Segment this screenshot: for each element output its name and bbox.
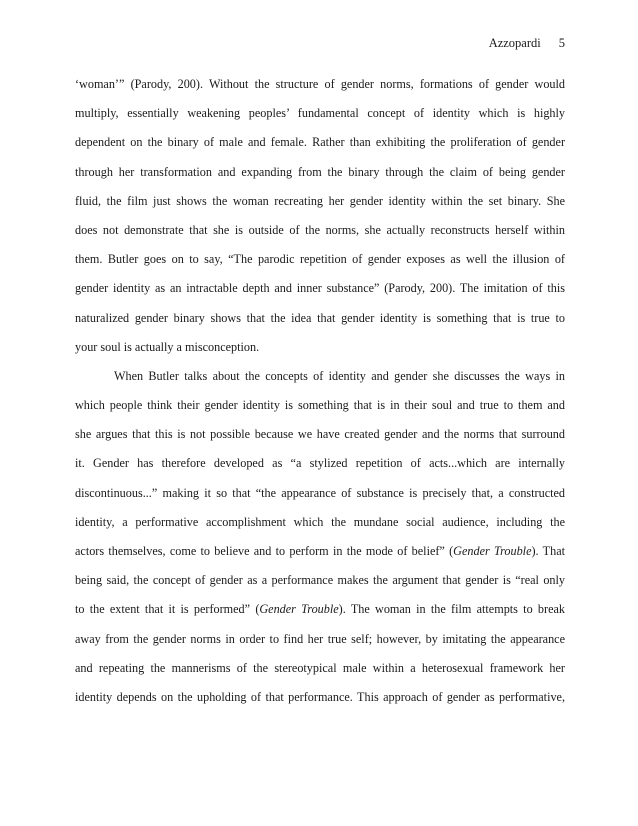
text-run: ). That (531, 544, 565, 558)
text-run: naturalized gender binary shows that the idea that gender identity is something that is true to (75, 310, 565, 325)
text-run: being said, the concept of gender as a performance makes the argument that gender is “real only (75, 573, 565, 588)
text-line (75, 99, 565, 128)
text-line (75, 683, 565, 712)
text-run: multiply, essentially weakening peoples’ fundamental concept of identity which is highly (75, 106, 565, 121)
text-run: and repeating the mannerisms of the stereotypical male within a heterosexual framework her (75, 660, 565, 675)
text-run: through her transformation and expanding from the binary through the claim of being gender (75, 164, 565, 179)
text-line (75, 449, 565, 478)
text-run: which people think their gender identity is something that is in their soul and true to them and (75, 398, 565, 413)
text-line (75, 566, 565, 595)
text-line (75, 216, 565, 245)
text-run: identity, a performative accomplishment which the mundane social audience, including the (75, 514, 565, 529)
text-line (75, 420, 565, 449)
text-line (75, 70, 565, 99)
text-line (75, 245, 565, 274)
text-line (75, 537, 565, 566)
text-line (75, 479, 565, 508)
text-line (75, 595, 565, 624)
text-line (75, 391, 565, 420)
body-text (75, 70, 565, 712)
text-line (75, 158, 565, 187)
italic-title: Gender Trouble (259, 602, 339, 617)
text-run: When Butler talks about the concepts of identity and gender she discusses the ways in (114, 368, 565, 383)
text-run: discontinuous...” making it so that “the appearance of substance is precisely that, a constructed (75, 485, 565, 500)
text-run: fluid, the film just shows the woman recreating her gender identity within the set binary. She (75, 193, 565, 208)
text-line (75, 304, 565, 333)
running-header (489, 36, 565, 51)
text-run: does not demonstrate that she is outside of the norms, she actually reconstructs herself within (75, 222, 565, 237)
text-line (75, 128, 565, 157)
text-line (75, 274, 565, 303)
text-run: your soul is actually a misconception. (75, 339, 260, 354)
text-line (75, 187, 565, 216)
text-line (75, 508, 565, 537)
text-run: actors themselves, come to believe and to perform in the mode of belief” ( (75, 544, 454, 558)
text-run: them. Butler goes on to say, “The parodic repetition of gender exposes as well the illusion of (75, 252, 565, 267)
header-author: Azzopardi (488, 36, 541, 50)
text-line (75, 333, 565, 362)
text-run: to the extent that it is performed” ( (75, 602, 260, 617)
text-run: away from the gender norms in order to find her true self; however, by imitating the appearance (75, 631, 565, 646)
text-run: gender identity as an intractable depth and inner substance” (Parody, 200). The imitation of this (75, 281, 565, 296)
text-line (75, 625, 565, 654)
text-run: identity depends on the upholding of that performance. This approach of gender as performative, (75, 689, 565, 704)
text-run: ‘woman’” (Parody, 200). Without the structure of gender norms, formations of gender would (75, 77, 565, 91)
italic-title: Gender Trouble (453, 544, 532, 558)
page-number: 5 (558, 36, 565, 50)
text-line (75, 654, 565, 683)
text-run: it. Gender has therefore developed as “a stylized repetition of acts...which are internally (75, 456, 565, 471)
text-line (75, 362, 565, 391)
text-run: she argues that this is not possible because we have created gender and the norms that surround (75, 427, 565, 442)
text-run: ). The woman in the film attempts to break (338, 602, 565, 617)
text-run: dependent on the binary of male and female. Rather than exhibiting the proliferation of gender (75, 135, 565, 150)
